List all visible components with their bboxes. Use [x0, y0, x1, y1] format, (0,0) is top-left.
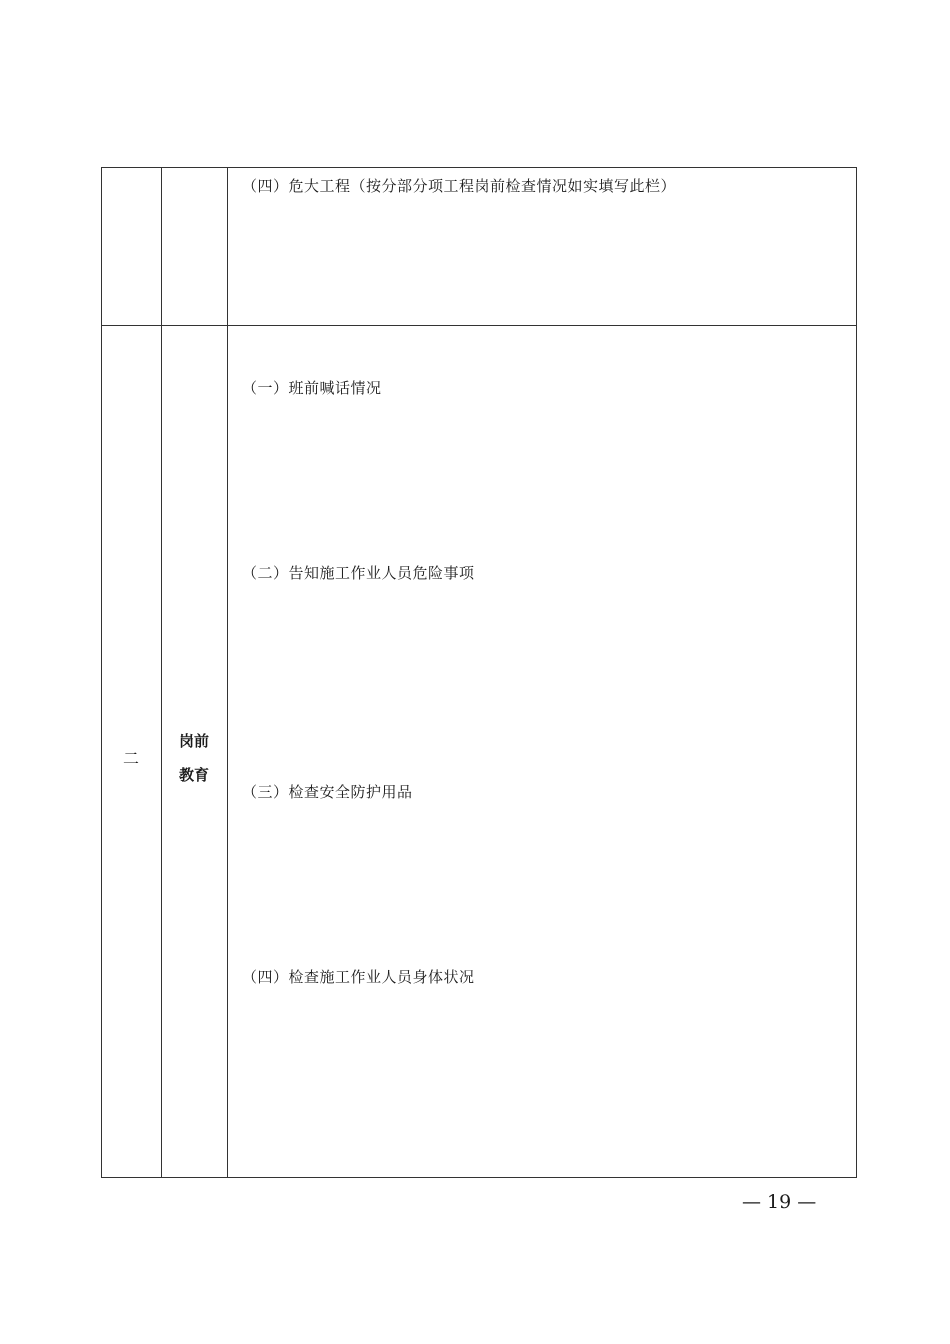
inspection-table — [101, 167, 857, 1178]
column-divider-category — [227, 167, 228, 1178]
item-pre-shift-briefing: （一）班前喊话情况 — [242, 379, 382, 397]
item-protective-equipment-check: （三）检查安全防护用品 — [242, 783, 413, 801]
row-divider — [101, 325, 857, 326]
column-divider-number — [161, 167, 162, 1178]
item-worker-health-check: （四）检查施工作业人员身体状况 — [242, 968, 475, 986]
section-number: 二 — [122, 749, 139, 768]
page-number: — 19 — — [742, 1191, 817, 1213]
item-hazard-notification: （二）告知施工作业人员危险事项 — [242, 564, 475, 582]
category-label-line1: 岗前 — [178, 732, 209, 750]
hazardous-works-item: （四）危大工程（按分部分项工程岗前检查情况如实填写此栏） — [242, 177, 677, 195]
category-label-line2: 教育 — [178, 766, 209, 784]
